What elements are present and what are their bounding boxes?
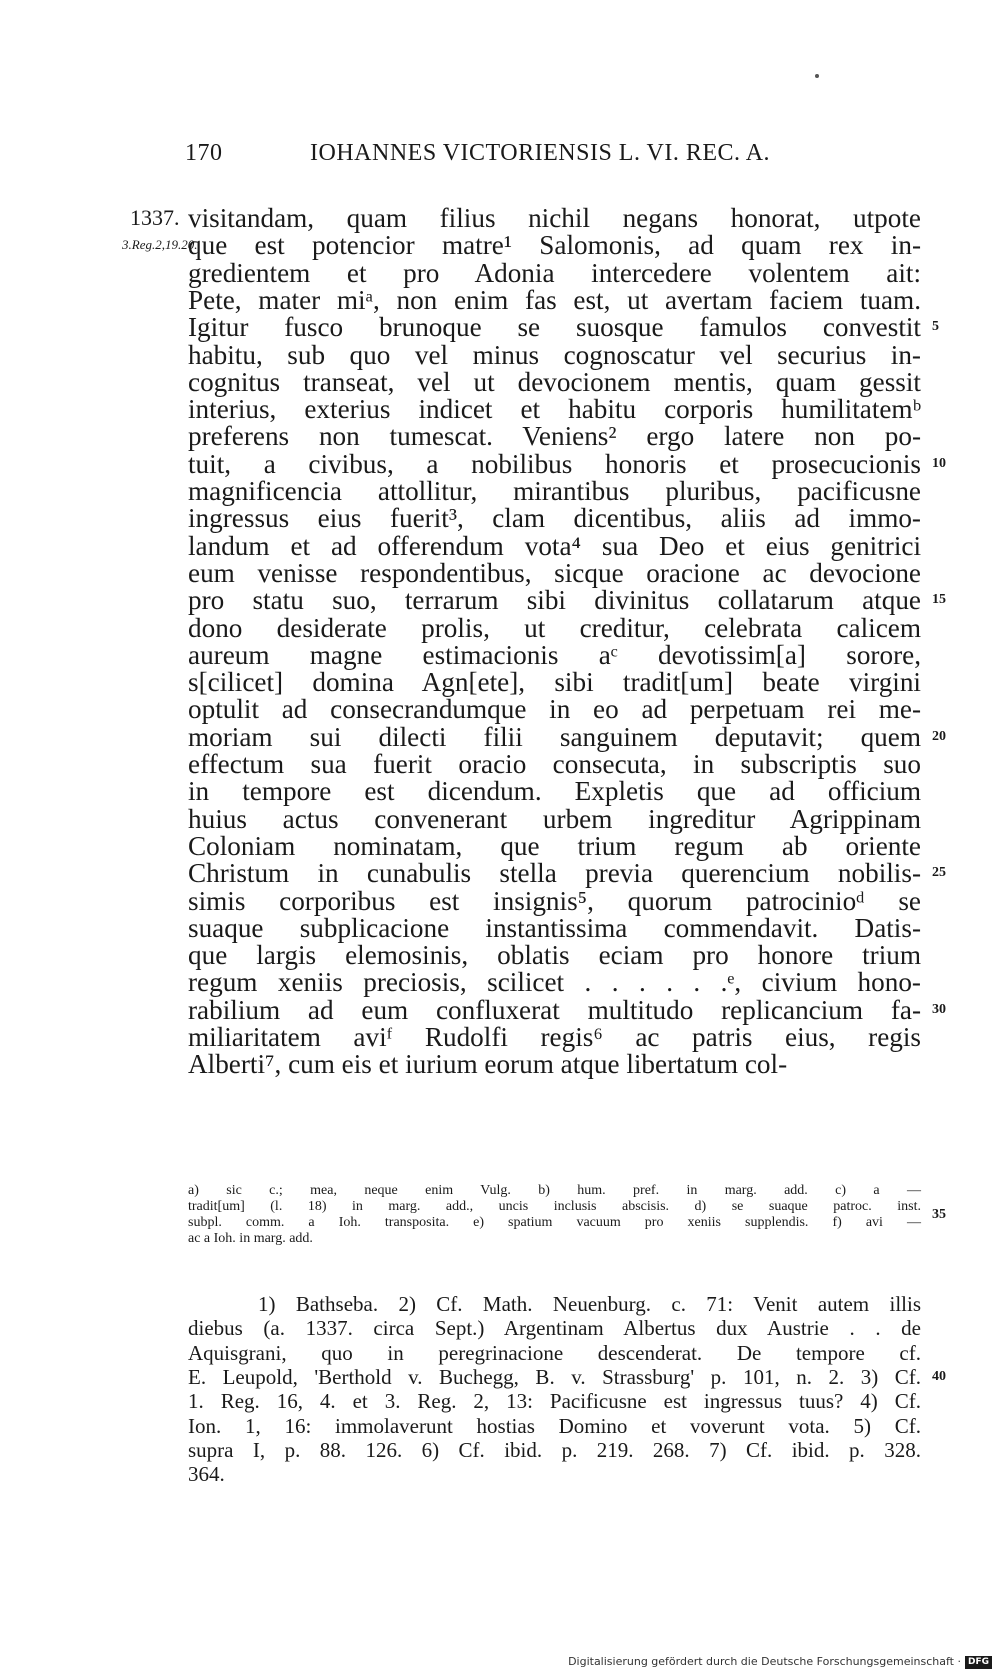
text-line: eum venisse respondentibus, sicque oracione ac devocione (188, 557, 921, 588)
commentary-line: E. Leupold, 'Berthold v. Buchegg, B. v. Strassburg' p. 101, n. 2. 3) Cf. (188, 1364, 921, 1389)
text-line: interius, exterius indicet et habitu corporis humilitatemᵇ (188, 394, 921, 425)
text-line: landum et ad offerendum vota⁴ sua Deo et eius genitrici (188, 530, 921, 561)
text-line: tuit, a civibus, a nobilibus honoris et prosecucionis (188, 448, 921, 479)
line-number: 35 (932, 1207, 946, 1222)
commentary-line: 1. Reg. 16, 4. et 3. Reg. 2, 13: Pacificusne est ingressus tuus? 4) Cf. (188, 1389, 921, 1414)
text-line: habitu, sub quo vel minus cognoscatur vel securius in- (188, 339, 921, 370)
text-line: Alberti⁷, cum eis et iurium eorum atque libertatum col- (188, 1049, 788, 1080)
commentary-line: Aquisgrani, quo in peregrinacione descenderat. De tempore cf. (188, 1340, 921, 1365)
text-line: s[cilicet] domina Agn[ete], sibi tradit[um] beate virgini (188, 667, 921, 698)
text-line: in tempore est dicendum. Expletis que ad officium (188, 776, 921, 807)
text-line: miliaritatem aviᶠ Rudolfi regis⁶ ac patris eius, regis (188, 1022, 921, 1052)
text-line: que largis elemosinis, oblatis eciam pro honore trium (188, 940, 921, 971)
text-line: optulit ad consecrandumque in eo ad perpetuam rei me- (188, 694, 921, 725)
text-line: que est potencior matre¹ Salomonis, ad quam rex in- (188, 230, 921, 261)
text-line: ingressus eius fuerit³, clam dicentibus, aliis ad immo- (188, 503, 921, 534)
margin-year: 1337. (130, 205, 180, 230)
text-line: preferens non tumescat. Veniens² ergo latere non po- (188, 421, 921, 452)
text-line: cognitus transeat, vel ut devocionem mentis, quam gessit (188, 366, 921, 397)
scan-speck (815, 74, 819, 78)
commentary-line: diebus (a. 1337. circa Sept.) Argentinam Albertus dux Austrie . . de (188, 1316, 921, 1341)
commentary-line: supra I, p. 88. 126. 6) Cf. ibid. p. 219. 268. 7) Cf. ibid. p. 328. (188, 1437, 921, 1462)
line-number: 40 (932, 1368, 946, 1384)
line-number: 30 (932, 1001, 946, 1017)
text-line: pro statu suo, terrarum sibi divinitus collatarum atque (188, 585, 921, 616)
note-line: tradit[um] (l. 18) in marg. add., uncis inclusis abscisis. d) se suaque patroc. inst. (188, 1199, 921, 1214)
text-line: moriam sui dilecti filii sanguinem deputavit; quem (188, 721, 921, 752)
digitization-credit (568, 1654, 992, 1670)
line-number: 10 (932, 455, 946, 471)
text-line: Christum in cunabulis stella previa querencium nobilis- (188, 858, 921, 889)
text-line: aureum magne estimacionis aᶜ devotissim[a] sorore, (188, 639, 921, 670)
text-line: rabilium ad eum confluxerat multitudo replicancium fa- (188, 994, 921, 1025)
note-line: subpl. comm. a Ioh. transposita. e) spatium vacuum pro xeniis supplendis. f) avi — (188, 1215, 921, 1230)
note-line: ac a Ioh. in marg. add. (188, 1231, 313, 1246)
text-line: effectum sua fuerit oracio consecuta, in subscriptis suo (188, 749, 921, 779)
text-line: regum xeniis preciosis, scilicet . . . . . .ᵉ, civium hono- (188, 967, 921, 998)
commentary-line: 364. (188, 1462, 225, 1487)
line-number: 25 (932, 865, 946, 881)
commentary-line: 1) Bathseba. 2) Cf. Math. Neuenburg. c. 71: Venit autem illis (258, 1292, 921, 1316)
line-number: 5 (932, 319, 939, 335)
text-line: magnificencia attollitur, mirantibus pluribus, pacificusne (188, 476, 921, 506)
text-line: Igitur fusco brunoque se suosque famulos convestit (188, 312, 921, 343)
page-number: 170 (185, 140, 223, 166)
running-title: IOHANNES VICTORIENSIS L. VI. REC. A. (310, 140, 771, 166)
text-line: suaque subplicacione instantissima commendavit. Datis- (188, 912, 921, 943)
credit-text: Digitalisierung gefördert durch die Deutsche Forschungsgemeinschaft · (568, 1655, 961, 1668)
page-header (185, 140, 920, 174)
text-line: simis corporibus est insignis⁵, quorum patrocinioᵈ se (188, 885, 921, 916)
text-line: gredientem et pro Adonia intercedere volentem ait: (188, 257, 921, 288)
text-line: Pete, mater miᵃ, non enim fas est, ut avertam faciem tuam. (188, 284, 921, 315)
text-line: dono desiderate prolis, ut creditur, celebrata calicem (188, 612, 921, 643)
text-line: huius actus convenerant urbem ingreditur Agrippinam (188, 803, 921, 834)
line-number: 15 (932, 592, 946, 608)
dfg-logo: DFG (965, 1656, 992, 1669)
line-number: 20 (932, 728, 946, 744)
text-line: Coloniam nominatam, que trium regum ab oriente (188, 830, 921, 861)
note-line: a) sic c.; mea, neque enim Vulg. b) hum. pref. in marg. add. c) a — (188, 1183, 921, 1198)
margin-reference: 3.Reg.2,19.20. (122, 237, 198, 252)
text-line: visitandam, quam filius nichil negans honorat, utpote (188, 203, 921, 233)
commentary-line: Ion. 1, 16: immolaverunt hostias Domino et voverunt vota. 5) Cf. (188, 1413, 921, 1438)
